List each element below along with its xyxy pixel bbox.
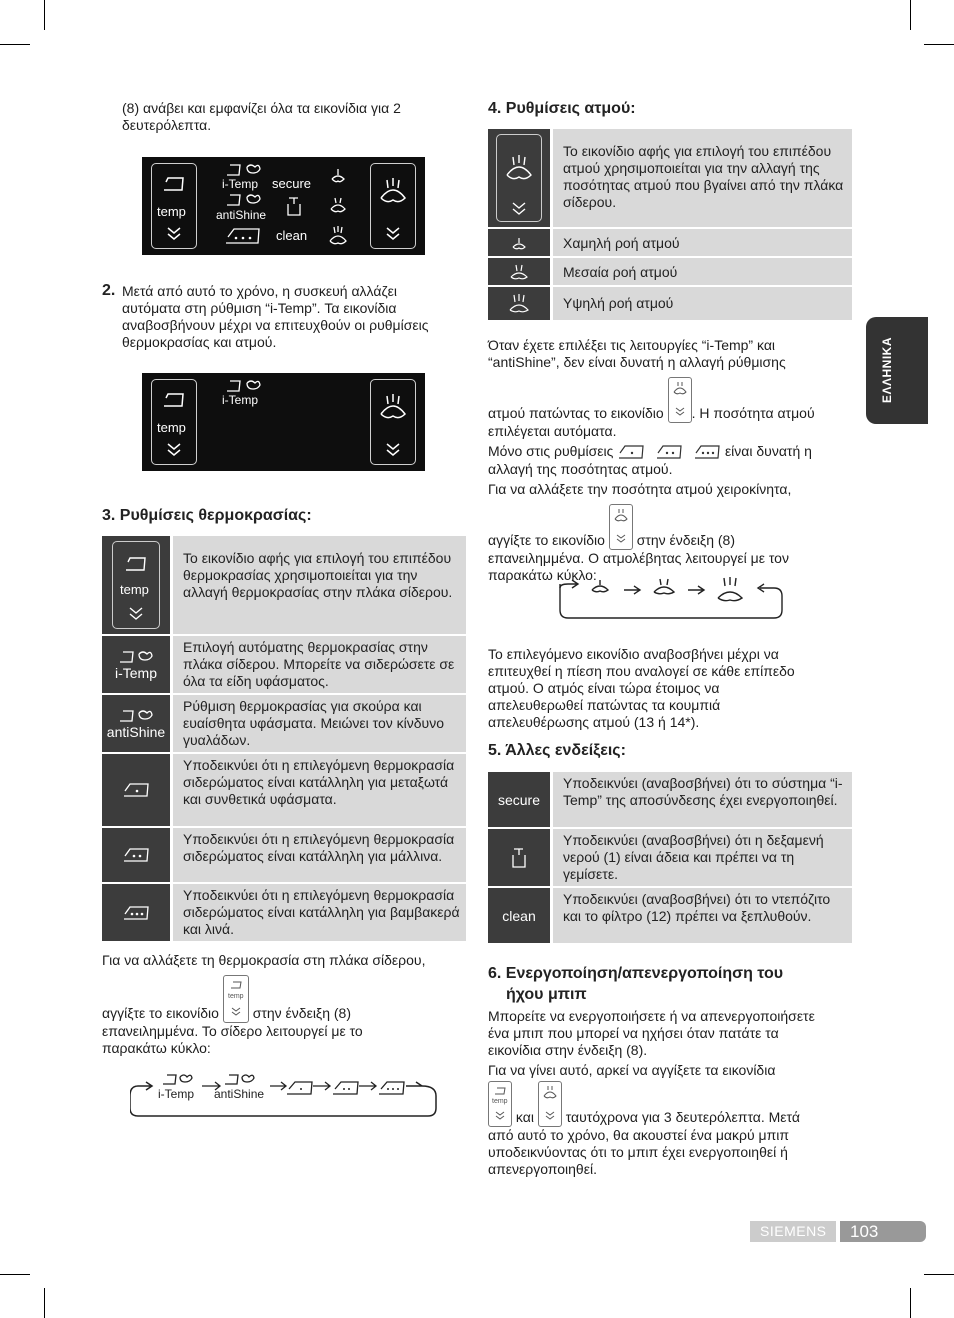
text-line: δευτερόλεπτα. <box>122 117 212 133</box>
table-cell-text: Υποδεικνύει (αναβοσβήνει) ότι το ντεπόζιτο και το φίλτρο (12) πρέπει να ξεπλυθούν. <box>552 887 853 944</box>
steam-button-icon <box>538 1081 562 1127</box>
crop-mark <box>0 1274 30 1275</box>
steam-level-icons <box>326 165 350 249</box>
table-icon-cell <box>102 694 172 753</box>
table-cell-text: Υψηλή ροή ατμού <box>552 286 853 321</box>
table-icon-cell <box>102 883 172 942</box>
steam-button-icon <box>496 134 542 222</box>
table-row <box>488 228 852 257</box>
crop-mark <box>0 44 30 45</box>
crop-mark <box>910 0 911 30</box>
table-row <box>102 536 466 635</box>
crop-mark <box>44 0 45 30</box>
text-line: παρακάτω κύκλο: <box>102 1040 211 1056</box>
iron-3-dots-icon <box>224 225 264 247</box>
text-line: απελευθερωθεί πατώντας τα κουμπιά <box>488 697 721 713</box>
table-row <box>102 827 466 883</box>
temp-button-icon <box>223 975 249 1023</box>
table-cell-text: Υποδεικνύει ότι η επιλεγόμενη θερμοκρασία σιδερώματος είναι κατάλληλη για βαμβακερά και λινά. <box>172 883 467 942</box>
iron-3-dots-icon <box>693 443 721 461</box>
section-3-title: 3. Ρυθμίσεις θερμοκρασίας: <box>102 507 312 524</box>
steam-medium-icon <box>508 263 530 281</box>
antishine-icon <box>116 708 156 724</box>
text-line: επιτευχθεί η πίεση που αναλογεί σε κάθε επίπεδο <box>488 663 795 679</box>
text-span: είναι δυνατή η <box>724 443 812 459</box>
other-indicators-table <box>488 772 852 945</box>
table-cell-text: Επιλογή αυτόματης θερμοκρασίας στην πλάκα σίδερου. Μπορείτε να σιδερώσετε σε όλα τα είδη υφάσματος. <box>172 635 467 694</box>
table-icon-cell <box>488 828 552 887</box>
text-line: θερμοκρασίας και ατμού. <box>122 334 277 350</box>
itemp-label: i-Temp <box>222 177 259 191</box>
text-line: εικονίδια στην ένδειξη (8). <box>488 1042 648 1058</box>
language-tab <box>866 317 928 424</box>
itemp-label: i-Temp <box>158 1087 195 1101</box>
table-cell-text: Υποδεικνύει ότι η επιλεγόμενη θερμοκρασία σιδερώματος είναι κατάλληλη για μεταξωτά και συνθετικά υφάσματα. <box>172 753 467 827</box>
pressure-text <box>488 646 858 731</box>
table-cell-text: Υποδεικνύει (αναβοσβήνει) ότι το σύστημα “i-Temp” της αποσύνδεσης έχει ενεργοποιηθεί. <box>552 772 853 828</box>
antishine-label: antiShine <box>214 1087 265 1101</box>
steam-button-icon <box>609 504 633 550</box>
text-span: ταυτόχρονα για 3 δευτερόλεπτα. Μετά <box>565 1109 800 1125</box>
table-row <box>488 887 852 944</box>
table-icon-cell <box>488 887 552 944</box>
table-icon-cell <box>488 257 552 286</box>
table-cell-text: Χαμηλή ροή ατμού <box>552 228 853 257</box>
step2-text <box>122 283 467 351</box>
language-tab-label: ΕΛΛΗΝΙΚΑ <box>880 336 894 403</box>
temp-button[interactable] <box>151 163 197 249</box>
svg-text:temp: temp <box>492 1098 508 1105</box>
table-row <box>488 257 852 286</box>
footer-page-box <box>840 1221 926 1242</box>
table-row <box>102 883 466 942</box>
table-cell-text: Ρύθμιση θερμοκρασίας για σκούρα και ευαίσθητα υφάσματα. Μειώνει τον κίνδυνο γυαλάδων. <box>172 694 467 753</box>
steam-settings-table <box>488 129 852 322</box>
text-line: Το επιλεγόμενο εικονίδιο αναβοσβήνει μέχρι να <box>488 646 779 662</box>
iron-1-dot-icon <box>617 443 645 461</box>
footer-brand-box <box>750 1221 836 1242</box>
text-line: αυτόματα στη ρύθμιση “i-Temp”. Τα εικονίδια <box>122 300 397 316</box>
text-span: αγγίξτε το εικονίδιο <box>488 532 605 549</box>
text-span: στην ένδειξη (8) <box>252 1005 351 1021</box>
table-icon-cell <box>102 536 172 635</box>
temp-label: temp <box>157 204 186 219</box>
text-span: και <box>515 1109 534 1125</box>
text-line: Μετά από αυτό το χρόνο, η συσκευή αλλάζει <box>122 283 397 299</box>
step-number: 2. <box>102 282 116 299</box>
table-row <box>102 635 466 694</box>
text-line: Μπορείτε να ενεργοποιήσετε ή να απενεργοποιήσετε <box>488 1008 815 1024</box>
text-line: Όταν έχετε επιλέξει τις λειτουργίες “i-Temp” και <box>488 337 776 353</box>
table-row <box>488 286 852 321</box>
text-span: Μόνο στις ρυθμίσεις <box>488 443 614 459</box>
crop-mark <box>44 1288 45 1318</box>
antishine-icon <box>224 191 264 209</box>
table-icon-cell <box>102 753 172 827</box>
table-row <box>488 129 852 228</box>
table-icon-cell <box>102 827 172 883</box>
table-cell-text: Μεσαία ροή ατμού <box>552 257 853 286</box>
water-tank-icon <box>284 194 304 218</box>
table-icon-cell <box>102 635 172 694</box>
clean-label: clean <box>502 907 536 924</box>
iron-3-dots-icon <box>122 904 150 922</box>
text-line: Για να αλλάξετε την ποσότητα ατμού χειροκίνητα, <box>488 481 792 498</box>
table-cell-text: Υποδεικνύει (αναβοσβήνει) ότι η δεξαμενή νερού (1) είναι άδεια και πρέπει να τη γεμίσετε. <box>552 828 853 887</box>
table-cell-text: Υποδεικνύει ότι η επιλεγόμενη θερμοκρασία σιδερώματος είναι κατάλληλη για μάλλινα. <box>172 827 467 883</box>
text-line: “antiShine”, δεν είναι δυνατή η αλλαγή ρύθμισης <box>488 354 786 370</box>
temperature-settings-table <box>102 536 466 943</box>
text-line: από αυτό το χρόνο, θα ακουστεί ένα μακρύ μπιπ <box>488 1127 789 1143</box>
display-panel-itemp <box>142 373 425 471</box>
table-row <box>102 694 466 753</box>
text-span: ατμού πατώντας το εικονίδιο <box>488 405 664 421</box>
steam-button[interactable] <box>370 379 416 465</box>
text-span: αγγίξτε το εικονίδιο <box>102 1005 219 1021</box>
steam-instructions <box>488 337 858 584</box>
steam-button[interactable] <box>370 163 416 249</box>
text-line: ένα μπιπ που μπορεί να ηχήσει όταν πατάτε τα <box>488 1025 779 1041</box>
page-number: 103 <box>850 1222 879 1241</box>
beep-instructions <box>488 1008 858 1178</box>
section-4-title: 4. Ρυθμίσεις ατμού: <box>488 100 636 117</box>
itemp-label: i-Temp <box>114 664 157 681</box>
table-icon-cell <box>488 228 552 257</box>
table-row <box>488 772 852 828</box>
temp-label: temp <box>120 582 149 597</box>
water-tank-icon <box>509 845 529 871</box>
svg-text:temp: temp <box>227 993 244 1000</box>
table-row <box>102 753 466 827</box>
secure-label: secure <box>272 176 312 191</box>
text-line: απελευθέρωσης ατμού (13 ή 14*). <box>488 714 700 730</box>
text-span: στην ένδειξη (8) <box>636 532 735 549</box>
temp-button[interactable] <box>151 379 197 465</box>
temp-button-icon <box>112 541 160 629</box>
text-line: επανειλημμένα. Ο ατμολέβητας λειτουργεί με τον <box>488 550 789 567</box>
temp-change-instructions <box>102 952 472 1057</box>
display-panel-all-icons <box>142 157 425 255</box>
text-line: αλλαγή της ποσότητας ατμού. <box>488 461 673 478</box>
steam-high-icon <box>507 293 531 315</box>
iron-1-dot-icon <box>122 781 150 799</box>
steam-cycle-diagram <box>556 576 786 620</box>
clean-label: clean <box>276 228 308 243</box>
crop-mark <box>924 1274 954 1275</box>
itemp-label: i-Temp <box>222 393 259 407</box>
text-line: επανειλημμένα. Το σίδερο λειτουργεί με το <box>102 1023 363 1039</box>
table-icon-cell <box>488 129 552 228</box>
antishine-label: antiShine <box>216 208 267 222</box>
text-line: παρακάτω κύκλο: <box>488 567 597 584</box>
brand-label: SIEMENS <box>760 1223 827 1239</box>
crop-mark <box>924 44 954 45</box>
table-row <box>488 828 852 887</box>
text-line: απενεργοποιηθεί. <box>488 1161 597 1177</box>
text-line: ατμού. Ο ατμός είναι τώρα έτοιμος να <box>488 680 720 696</box>
crop-mark <box>910 1288 911 1318</box>
text-span: . Η ποσότητα ατμού <box>691 405 815 421</box>
table-icon-cell <box>488 286 552 321</box>
itemp-icon <box>116 649 156 665</box>
text-line: αναβοσβήνουν μέχρι να επιτευχθούν οι ρυθμίσεις <box>122 317 429 333</box>
table-cell-text: Το εικονίδιο αφής για επιλογή του επιπέδου ατμού χρησιμοποιείται για την αλλαγή της ποσότητας ατμού που βγαίνει από την πλάκα σίδερου. <box>552 129 853 228</box>
temperature-cycle-diagram <box>130 1070 438 1118</box>
section-6-title: 6. Ενεργοποίηση/απενεργοποίηση του <box>488 965 784 982</box>
text-line: επιλέγεται αυτόματα. <box>488 423 617 439</box>
antishine-label: antiShine <box>106 723 166 740</box>
temp-label: temp <box>157 420 186 435</box>
text-line: υποδεικνύοντας ότι το μπιπ έχει ενεργοποιηθεί ή <box>488 1144 788 1160</box>
steam-button-icon <box>668 377 692 423</box>
text-line: Για να αλλάξετε τη θερμοκρασία στη πλάκα σίδερου, <box>102 952 426 968</box>
text-line: Για να γίνει αυτό, αρκεί να αγγίξετε τα εικονίδια <box>488 1062 776 1078</box>
table-icon-cell <box>488 772 552 828</box>
intro-text <box>122 100 462 134</box>
section-6-title-cont: ήχου μπιπ <box>506 986 587 1003</box>
section-5-title: 5. Άλλες ενδείξεις: <box>488 742 626 759</box>
iron-2-dots-icon <box>122 846 150 864</box>
table-cell-text: Το εικονίδιο αφής για επιλογή του επιπέδου θερμοκρασίας χρησιμοποιείται για την αλλαγή θερμοκρασίας στην πλάκα σίδερου. <box>172 536 467 635</box>
secure-label: secure <box>497 791 541 808</box>
iron-2-dots-icon <box>655 443 683 461</box>
temp-button-icon <box>488 1081 512 1127</box>
steam-low-icon <box>509 235 529 251</box>
text-line: (8) ανάβει και εμφανίζει όλα τα εικονίδια για 2 <box>122 100 401 116</box>
